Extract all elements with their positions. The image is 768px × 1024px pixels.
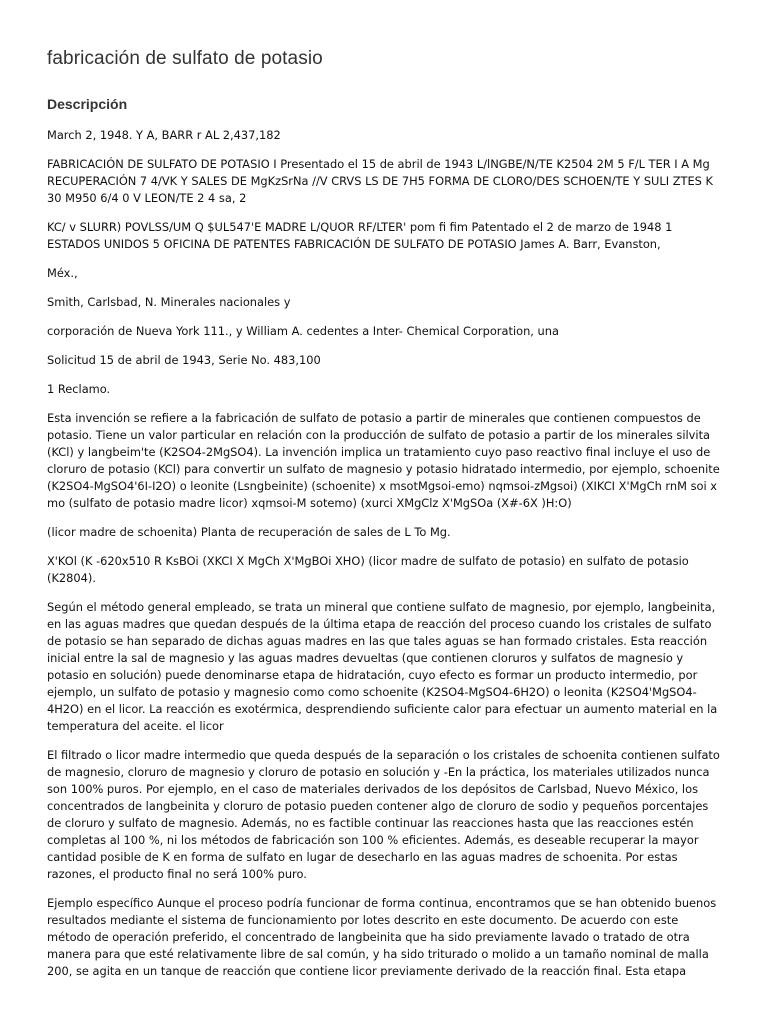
paragraph: KC/ v SLURR) POVLSS/UM Q $UL547'E MADRE L/QUOR RF/LTER' pom fi fim Patentado el 2 de marzo de 1948 1 ESTADOS UNIDOS 5 OFICINA DE PATENTES FABRICACIÓN DE SULFATO DE POTASIO James A. Barr, Evanston, [47, 220, 673, 251]
paragraph: El filtrado o licor madre intermedio que queda después de la separación o los cristales de schoenita contienen sulfato de magnesio, cloruro de magnesio y cloruro de potasio en solución y -En la práctica, los materiales utilizados nunca son 100% puros. Por ejemplo, en el caso de materiales derivados de los depósitos de Carlsbad, Nuevo México, los concentrados de langbeinita y cloruro de potasio pueden contener algo de cloruro de sodio y pequeños porcentajes de cloruro y sulfato de magnesio. Además, no es factible continuar las reacciones hasta que las reacciones estén completas al 100 %, ni los métodos de fabricación son 100 % eficientes. Además, es deseable recuperar la mayor cantidad posible de K en forma de sulfato en lugar de desecharlo en las aguas madres de schoenita. Por estas razones, el producto final no será 100% puro. [47, 748, 720, 881]
paragraph: FABRICACIÓN DE SULFATO DE POTASIO I Presentado el 15 de abril de 1943 L/lNGBE/N/TE K2504 2M 5 F/L TER I A Mg RECUPERACIÓN 7 4/VK Y SALES DE MgKzSrNa //V CRVS LS DE 7H5 FORMA DE CLORO/DES SCHOEN/TE Y SULI ZTES K 30 M950 6/4 0 V LEON/TE 2 4 sa, 2 [47, 157, 714, 205]
paragraph: (licor madre de schoenita) Planta de recuperación de sales de L To Mg. [47, 525, 451, 539]
paragraph-patent-header: March 2, 1948. Y A, BARR r AL 2,437,182 [47, 128, 281, 142]
document-body [47, 127, 722, 980]
paragraph: Méx., [47, 266, 78, 280]
paragraph-claim: 1 Reclamo. [47, 382, 111, 396]
paragraph-application: Solicitud 15 de abril de 1943, Serie No. 483,100 [47, 353, 321, 367]
section-heading-description: Descripción [47, 96, 128, 112]
document-title: fabricación de sulfato de potasio [47, 48, 323, 69]
paragraph: Según el método general empleado, se trata un mineral que contiene sulfato de magnesio, por ejemplo, langbeinita, en las aguas madres que quedan después de la última etapa de reacción del proceso cuando los cristales de sulfato de potasio se han separado de dichas aguas madres en las que tales aguas se han formado cristales. Esta reacción inicial entre la sal de magnesio y las aguas madres devueltas (que contienen cloruros y sulfatos de magnesio y potasio en solución) puede denominarse etapa de hidratación, cuyo efecto es formar un producto intermedio, por ejemplo, un sulfato de potasio y magnesio como como schoenite (K2SO4-MgSO4-6H2O) o leonita (K2SO4'MgSO4-4H2O) en el licor. La reacción es exotérmica, desprendiendo suficiente calor para efectuar un aumento material en la temperatura del aceite. el licor [47, 600, 718, 733]
paragraph: Ejemplo específico Aunque el proceso podría funcionar de forma continua, encontramos que se han obtenido buenos resultados mediante el sistema de funcionamiento por lotes descrito en este documento. De acuerdo con este método de operación preferido, el concentrado de langbeinita que ha sido previamente lavado o tratado de otra manera para que esté relativamente libre de sal común, y ha sido triturado o molido a un tamaño nominal de malla 200, se agita en un tanque de reacción que contiene licor previamente derivado de la reacción final. Esta etapa [47, 896, 717, 978]
paragraph: Smith, Carlsbad, N. Minerales nacionales y [47, 295, 291, 309]
paragraph: corporación de Nueva York 111., y William A. cedentes a Inter- Chemical Corporation, una [47, 324, 559, 338]
paragraph: Esta invención se refiere a la fabricación de sulfato de potasio a partir de minerales que contienen compuestos de potasio. Tiene un valor particular en relación con la producción de sulfato de potasio a partir de los minerales silvita (KCl) y langbeim'te (K2SO4-2MgSO4). La invención implica un tratamiento cuyo paso reactivo final incluye el uso de cloruro de potasio (KCl) para convertir un sulfato de magnesio y potasio hidratado intermedio, por ejemplo, schoenite (K2SO4-MgSO4'6I-I2O) o leonite (Lsngbeinite) (schoenite) x msotMgsoi-emo) nqmsoi-zMgsoi) (XIKCI X'MgCh rnM soi x mo (sulfato de potasio madre licor) xqmsoi-M sotemo) (xurci XMgClz X'MgSOa (X#-6X )H:O) [47, 411, 720, 510]
paragraph: X'KOl (K -620x510 R KsBOi (XKCI X MgCh X'MgBOi XHO) (licor madre de sulfato de potasio) en sulfato de potasio (K2804). [47, 554, 689, 585]
